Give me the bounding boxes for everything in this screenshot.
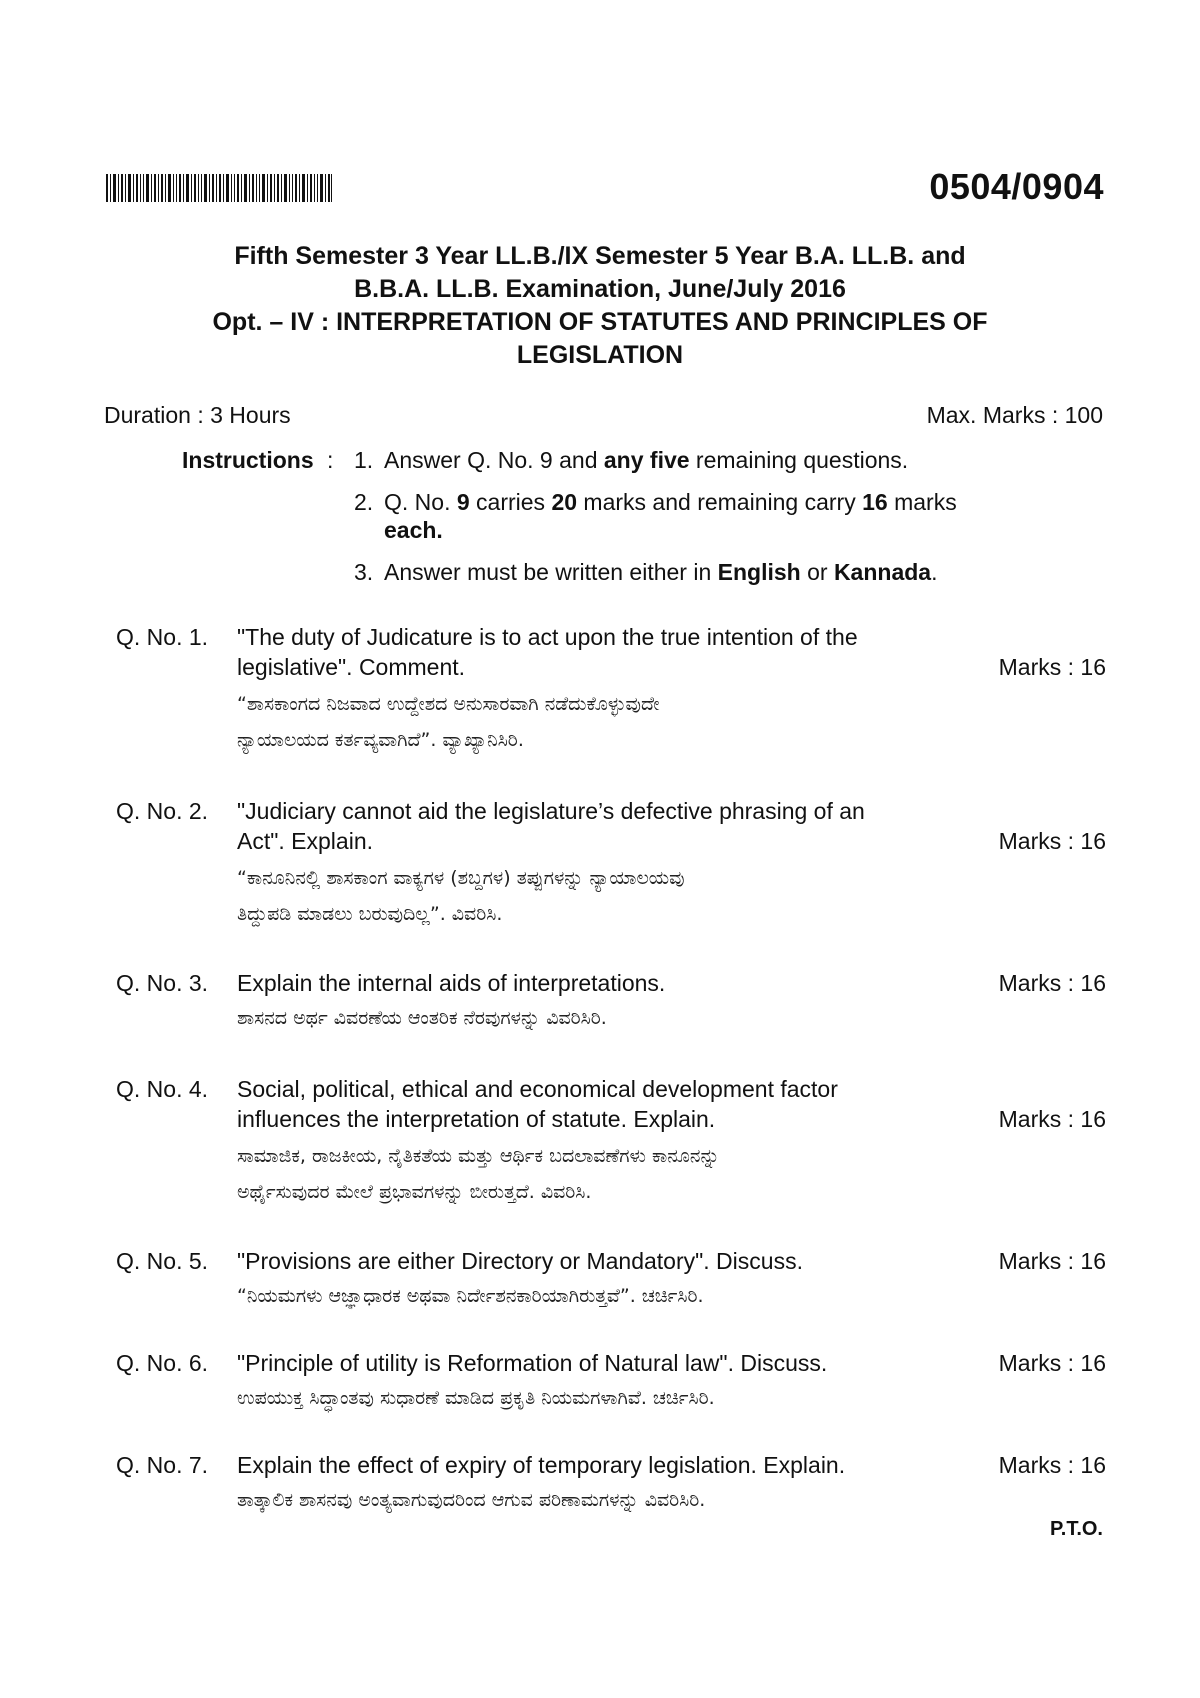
instruction-text-part: Answer must be written either in: [384, 559, 718, 585]
question-number: Q. No. 6.: [116, 1350, 209, 1376]
question-number: Q. No. 7.: [116, 1452, 209, 1478]
kannada-line: “ಶಾಸಕಾಂಗದ ನಿಜವಾದ ಉದ್ದೇಶದ ಅನುಸಾರವಾಗಿ ನಡೆದುಕೊಳ್ಳುವುದೇ: [237, 693, 660, 715]
instructions-label: Instructions: [182, 447, 314, 473]
question-marks: Marks : 16: [998, 828, 1106, 854]
question-text: [237, 1246, 877, 1276]
instruction-text-part: Q. No.: [384, 489, 457, 515]
instruction-text-bold: 20: [551, 489, 578, 515]
kannada-line: ಶಾಸನದ ಅರ್ಥ ವಿವರಣೆಯ ಆಂತರಿಕ ನೆರವುಗಳನ್ನು ವಿವರಿಸಿರಿ.: [237, 1007, 607, 1029]
kannada-line: ತಿದ್ದುಪಡಿ ಮಾಡಲು ಬರುವುದಿಲ್ಲ”. ವಿವರಿಸಿ.: [237, 903, 503, 925]
paper-code: 0504/0904: [929, 166, 1104, 207]
question-kannada-text: [237, 1138, 957, 1210]
max-marks-text: Max. Marks : 100: [926, 402, 1103, 428]
instruction-text: [384, 446, 1064, 474]
instruction-text-part: remaining questions.: [689, 447, 909, 473]
question-kannada-text: [237, 860, 957, 932]
question-line: Explain the effect of expiry of temporary legislation. Explain.: [237, 1452, 846, 1478]
instruction-text-part: or: [800, 559, 834, 585]
question-marks: Marks : 16: [998, 970, 1106, 996]
question-line: "Provisions are either Directory or Mandatory". Discuss.: [237, 1248, 803, 1274]
question-line: Act". Explain.: [237, 828, 374, 854]
question-marks: Marks : 16: [998, 1350, 1106, 1376]
question-marks: Marks : 16: [998, 1248, 1106, 1274]
page-turn-over: P.T.O.: [1050, 1518, 1103, 1540]
instruction-number: 1.: [354, 447, 374, 473]
question-marks: Marks : 16: [998, 654, 1106, 680]
instruction-number: 2.: [354, 489, 374, 515]
question-number: Q. No. 4.: [116, 1076, 209, 1102]
kannada-line: ಉಪಯುಕ್ತ ಸಿದ್ಧಾಂತವು ಸುಧಾರಣೆ ಮಾಡಿದ ಪ್ರಕೃತಿ ನಿಯಮಗಳಾಗಿವೆ. ಚರ್ಚಿಸಿರಿ.: [237, 1387, 715, 1409]
question-number: Q. No. 5.: [116, 1248, 209, 1274]
exam-title: [100, 240, 1100, 372]
question-text: [237, 1074, 877, 1134]
title-line-4: LEGISLATION: [516, 341, 684, 369]
question-number: Q. No. 3.: [116, 970, 209, 996]
question-3: [116, 968, 1106, 1048]
instruction-text-part: carries: [469, 489, 552, 515]
title-line-2: B.B.A. LL.B. Examination, June/July 2016: [354, 275, 846, 303]
question-text: [237, 968, 877, 998]
kannada-line: ಸಾಮಾಜಿಕ, ರಾಜಕೀಯ, ನೈತಿಕತೆಯ ಮತ್ತು ಆರ್ಥಿಕ ಬದಲಾವಣೆಗಳು ಕಾನೂನನ್ನು: [237, 1145, 720, 1167]
instruction-text-bold: English: [717, 559, 801, 585]
question-marks: Marks : 16: [998, 1106, 1106, 1132]
question-number: Q. No. 2.: [116, 798, 209, 824]
question-kannada-text: [237, 1278, 957, 1314]
question-line: Explain the internal aids of interpretations.: [237, 970, 666, 996]
question-6: [116, 1348, 1106, 1428]
instruction-text-bold: 9: [456, 489, 470, 515]
kannada-line: ಅರ್ಥೈಸುವುದರ ಮೇಲೆ ಪ್ರಭಾವಗಳನ್ನು ಬೀರುತ್ತದೆ. ವಿವರಿಸಿ.: [237, 1181, 592, 1203]
question-kannada-text: [237, 1000, 957, 1036]
question-2: [116, 796, 1106, 936]
instruction-text-bold: each.: [384, 517, 443, 543]
instruction-text-part: .: [931, 559, 938, 585]
question-line: "Judiciary cannot aid the legislature’s defective phrasing of an: [237, 798, 865, 824]
question-kannada-text: [237, 686, 957, 758]
instruction-text-bold: Kannada: [833, 559, 932, 585]
question-marks: Marks : 16: [998, 1452, 1106, 1478]
question-text: [237, 622, 877, 682]
question-text: [237, 1450, 877, 1480]
title-line-3: Opt. – IV : INTERPRETATION OF STATUTES AND PRINCIPLES OF: [212, 308, 988, 336]
instructions-colon: :: [327, 447, 334, 473]
kannada-line: “ನಿಯಮಗಳು ಆಜ್ಞಾಧಾರಕ ಅಥವಾ ನಿರ್ದೇಶನಕಾರಿಯಾಗಿರುತ್ತವೆ”. ಚರ್ಚಿಸಿರಿ.: [237, 1285, 704, 1307]
title-line-1: Fifth Semester 3 Year LL.B./IX Semester 5 Year B.A. LL.B. and: [234, 242, 966, 270]
instruction-number: 3.: [354, 559, 374, 585]
question-kannada-text: [237, 1482, 957, 1518]
instruction-text-bold: any five: [603, 447, 690, 473]
barcode-image: [106, 174, 332, 202]
instruction-text-part: marks and remaining carry: [577, 489, 863, 515]
question-line: Social, political, ethical and economical development factor: [237, 1076, 838, 1102]
question-line: "The duty of Judicature is to act upon the true intention of the: [237, 624, 858, 650]
question-text: [237, 1348, 877, 1378]
instruction-text: [384, 558, 1064, 586]
question-1: [116, 622, 1106, 762]
kannada-line: ನ್ಯಾಯಾಲಯದ ಕರ್ತವ್ಯವಾಗಿದೆ”. ವ್ಯಾಖ್ಯಾನಿಸಿರಿ.: [237, 729, 524, 751]
kannada-line: ತಾತ್ಕಾಲಿಕ ಶಾಸನವು ಅಂತ್ಯವಾಗುವುದರಿಂದ ಆಗುವ ಪರಿಣಾಮಗಳನ್ನು ವಿವರಿಸಿರಿ.: [237, 1489, 706, 1511]
question-kannada-text: [237, 1380, 957, 1416]
kannada-line: “ಕಾನೂನಿನಲ್ಲಿ ಶಾಸಕಾಂಗ ವಾಕ್ಯಗಳ (ಶಬ್ದಗಳ) ತಪ್ಪುಗಳನ್ನು ನ್ಯಾಯಾಲಯವು: [237, 867, 685, 889]
instruction-text-part: Answer Q. No. 9 and: [384, 447, 604, 473]
question-5: [116, 1246, 1106, 1326]
instruction-text-bold: 16: [862, 489, 888, 515]
question-line: "Principle of utility is Reformation of Natural law". Discuss.: [237, 1350, 828, 1376]
question-number: Q. No. 1.: [116, 624, 209, 650]
question-text: [237, 796, 877, 856]
question-7: [116, 1450, 1106, 1530]
instruction-text-part: marks: [887, 489, 957, 515]
question-line: influences the interpretation of statute. Explain.: [237, 1106, 716, 1132]
duration-text: Duration : 3 Hours: [104, 402, 291, 428]
question-4: [116, 1074, 1106, 1214]
question-line: legislative". Comment.: [237, 654, 466, 680]
instruction-text: [384, 488, 1064, 544]
